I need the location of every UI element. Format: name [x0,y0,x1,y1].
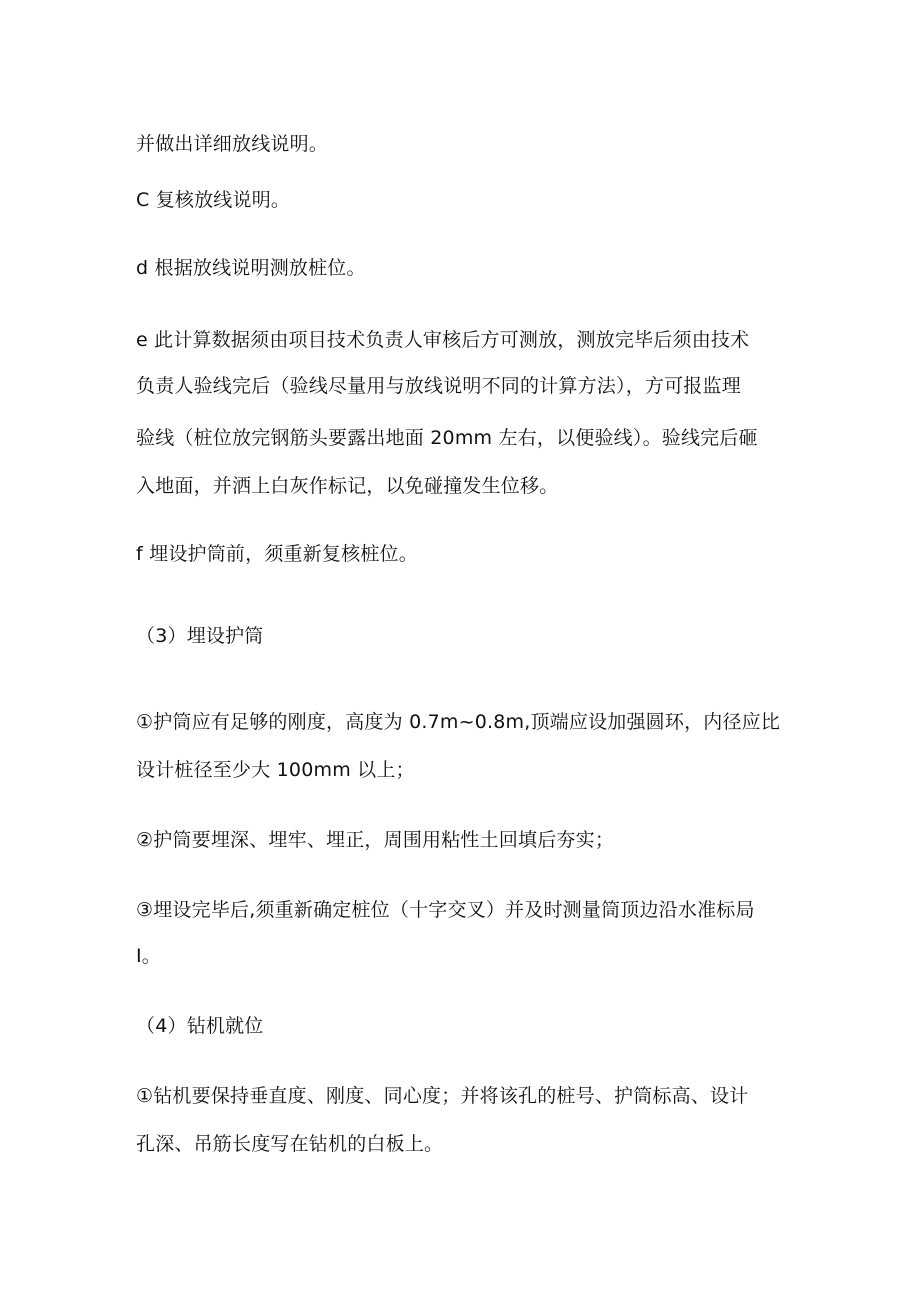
text-line: e 此计算数据须由项目技术负责人审核后方可测放，测放完毕后须由技术 [136,329,750,351]
text-line: f 埋设护筒前，须重新复核桩位。 [136,543,418,565]
text-line: d 根据放线说明测放桩位。 [136,257,366,279]
text-line: ②护筒要埋深、埋牢、埋正，周围用粘性土回填后夯实； [136,829,615,851]
text-line: ①钻机要保持垂直度、刚度、同心度；并将该孔的桩号、护筒标高、设计 [136,1085,749,1107]
text-line: ①护筒应有足够的刚度，高度为 0.7m~0.8m,顶端应设加强圆环，内径应比 [136,711,781,733]
text-line: I。 [136,945,162,967]
text-line: ③埋设完毕后,须重新确定桩位（十字交叉）并及时测量筒顶边沿水准标局 [136,899,755,921]
section-heading: （4）钻机就位 [136,1015,264,1037]
text-line: 验线（桩位放完钢筋头要露出地面 20mm 左右，以便验线）。验线完后砸 [136,427,758,449]
section-heading: （3）埋设护筒 [136,625,264,647]
text-line: C 复核放线说明。 [136,189,291,211]
text-line: 入地面，并洒上白灰作标记，以免碰撞发生位移。 [136,475,559,497]
text-line: 并做出详细放线说明。 [136,133,329,155]
text-line: 设计桩径至少大 100mm 以上； [136,759,415,781]
text-line: 负责人验线完后（验线尽量用与放线说明不同的计算方法），方可报监理 [136,375,741,397]
text-line: 孔深、吊筋长度写在钻机的白板上。 [136,1133,444,1155]
